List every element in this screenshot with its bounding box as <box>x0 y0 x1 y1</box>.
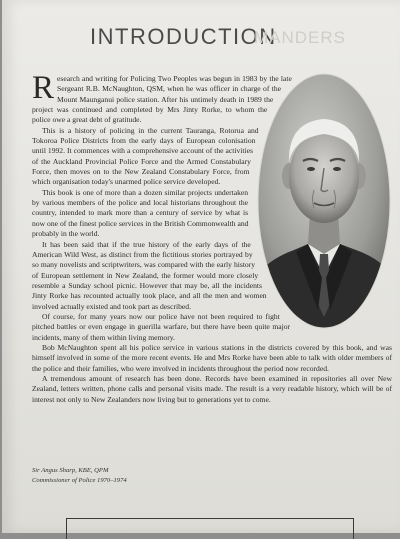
paragraph-7: A tremendous amount of research has been done. Records have been examined in repositories all over New Zealand, letters written, phone calls and personal visits made. The result is a very readable history, which will be of interest not only to New Zealanders now living but to generations yet to come. <box>32 373 392 404</box>
paragraph-6: Bob McNaughton spent all his police service in various stations in the districts covered by this book, and was himself involved in some of the more recent events. He and Mrs Rorke have been able to talk with older members of the police and their families, who were involved in incidents throughout the period now recorded. <box>32 342 392 373</box>
paragraph-2: This is a history of policing in the current Tauranga, Rotorua and Tokoroa Police Districts from the early days of European colonisation until 1992. It commences with a comprehensive account of the activities of the Auckland Provincial Police Force and the Armed Constabulary Force, then moves on to the New Zealand Constabulary Force, from which organisation today's unarmed police service developed. <box>32 125 259 187</box>
signature-name: Sir Angus Sharp, KBE, QPM <box>32 467 109 474</box>
portrait-photo <box>256 72 392 330</box>
paragraph-1: Research and writing for Policing Two Peoples was begun in 1983 by the late Sergeant R.B. McNaughton, QSM, when he was officer in charge of the Mount Maunganui police station. After his untimely death in 1989 the project was continued and completed by Mrs Jinty Rorke, to whom the police owe a great debt of gratitude. <box>32 70 292 125</box>
drop-cap: R <box>32 70 55 106</box>
next-page-frame <box>66 518 354 539</box>
paragraph-3: This book is one of more than a dozen similar projects undertaken by various members of the police and local historians throughout the country, intended to mark more than a century of service by what is now one of the finest police services in the British Commonwealth and probably in the world. <box>32 187 249 239</box>
introduction-text <box>32 70 392 405</box>
signature-title: Commissioner of Police 1970–1974 <box>32 476 127 484</box>
paragraph-5: Of course, for many years now our police have not been required to fight pitched battles or even engage in guerilla warfare, but there have been quite major incidents, many of them within living memory. <box>32 311 291 342</box>
page-heading: INTRODUCTION <box>90 24 277 49</box>
signature-block <box>32 466 127 485</box>
bleed-through-text: MANDERS <box>254 28 347 47</box>
paragraph-4: It has been said that if the true history of the early days of the American Wild West, as distinct from the fictitious stories portrayed by so many novelists and scriptwriters, was compared with the early history of European settlement in New Zealand, the former would more closely resemble a Sunday school picnic. However that may be, all the incidents Jinty Rorke has recounted actually took place, and all the men and women involved actually existed and took part as described. <box>32 239 267 311</box>
book-page <box>2 0 400 533</box>
